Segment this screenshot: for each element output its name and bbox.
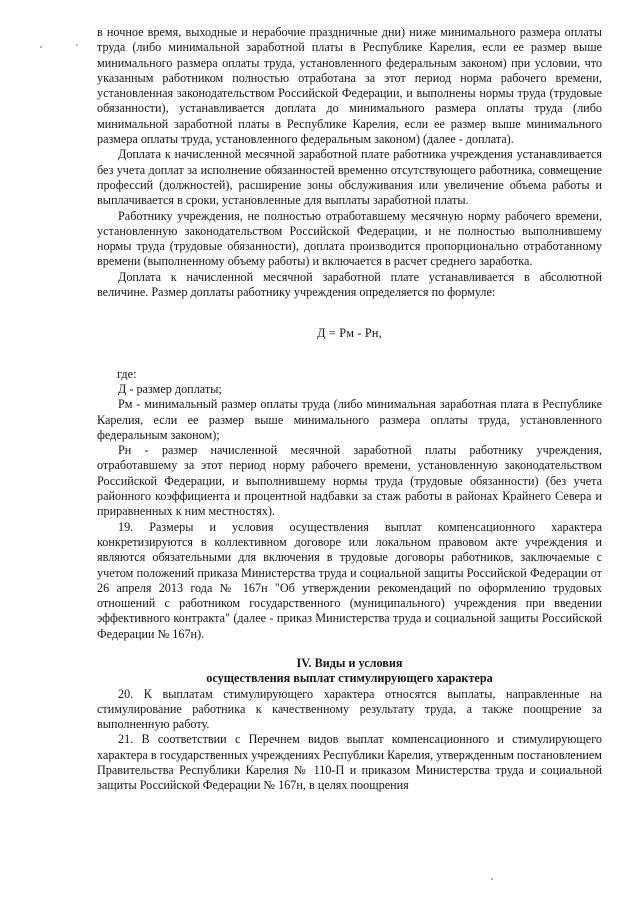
paragraph-partial-norm: Работнику учреждения, не полностью отработавшему месячную норму рабочего времени, установленную законодательством Российской Федерации, и не полностью выполнившему нормы труда (трудовые обязанности), доплата производится пропорционально отработанному времени (выполненному объему работы) и включается в расчет среднего заработка. [97, 208, 602, 269]
section-heading-line-2: осуществления выплат стимулирующего характера [206, 671, 493, 686]
formula: Д = Рм - Рн, [317, 326, 382, 341]
scan-speck [40, 46, 42, 48]
paragraph-formula-intro: Доплата к начисленной месячной заработной плате устанавливается в абсолютной величине. Размер доплаты работнику учреждения определяется по формуле: [97, 269, 602, 300]
scan-speck [491, 878, 493, 880]
definition-rn: Рн - размер начисленной месячной заработной платы работнику учреждения, отработавшему за этот период норму рабочего времени, установленную законодательством Российской Федерации, и выполнившему нормы труда (трудовые обязанности) (без учета районного коэффициента и процентной надбавки за стаж работы в районах Крайнего Севера и приравненных к ним местностях). [97, 443, 602, 519]
paragraph-doplata-basis: Доплата к начисленной месячной заработной плате работника учреждения устанавливается без учета доплат за исполнение обязанностей временно отсутствующего работника, совмещение профессий (должностей), расширение зоны обслуживания или увеличение объема работы и выплачивается в сроки, установленные для выплаты заработной платы. [97, 147, 602, 208]
where-label: где: [117, 366, 137, 381]
definition-d: Д - размер доплаты; [118, 381, 222, 396]
definition-rm: Рм - минимальный размер оплаты труда (либо минимальная заработная плата в Республике Карелия, если ее размер выше минимального размера оплаты труда, установленного федеральным законом); [97, 397, 602, 442]
document-body [97, 25, 602, 794]
clause-20: 20. К выплатам стимулирующего характера относятся выплаты, направленные на стимулирование работника к качественному результату труда, а также поощрение за выполненную работу. [97, 686, 602, 732]
paragraph-continuation: в ночное время, выходные и нерабочие праздничные дни) ниже минимального размера оплаты труда (либо минимальной заработной платы в Республике Карелия, если ее размер выше минимального размера оплаты труда, установленного федеральным законом) при условии, что указанным работником полностью отработана за этот период норма рабочего времени, установленная законодательством Российской Федерации, и выполнены нормы труда (трудовые обязанности), устанавливается доплата до минимального размера оплаты труда (либо минимальной заработной платы в Республике Карелия, если ее размер выше минимального размера оплаты труда, установленного федеральным законом) (далее - доплата). [97, 25, 602, 147]
clause-19: 19. Размеры и условия осуществления выплат компенсационного характера конкретизируются в коллективном договоре или локальном правовом акте учреждения и являются обязательными для включения в трудовые договоры работников, заключаемые с учетом положений приказа Министерства труда и социальной защиты Российской Федерации от 26 апреля 2013 года № 167н "Об утверждении рекомендаций по оформлению трудовых отношений с работником государственного (муниципального) учреждения при введении эффективного контракта" (далее - приказ Министерства труда и социальной защиты Российской Федерации № 167н). [97, 519, 602, 641]
scan-speck [76, 44, 78, 46]
section-heading-line-1: IV. Виды и условия [296, 655, 403, 670]
clause-21: 21. В соответствии с Перечнем видов выплат компенсационного и стимулирующего характера в государственных учреждениях Республики Карелия, утвержденным постановлением Правительства Республики Карелия № 110-П и приказом Министерства труда и социальной защиты Российской Федерации № 167н, в целях поощрения [97, 732, 602, 793]
